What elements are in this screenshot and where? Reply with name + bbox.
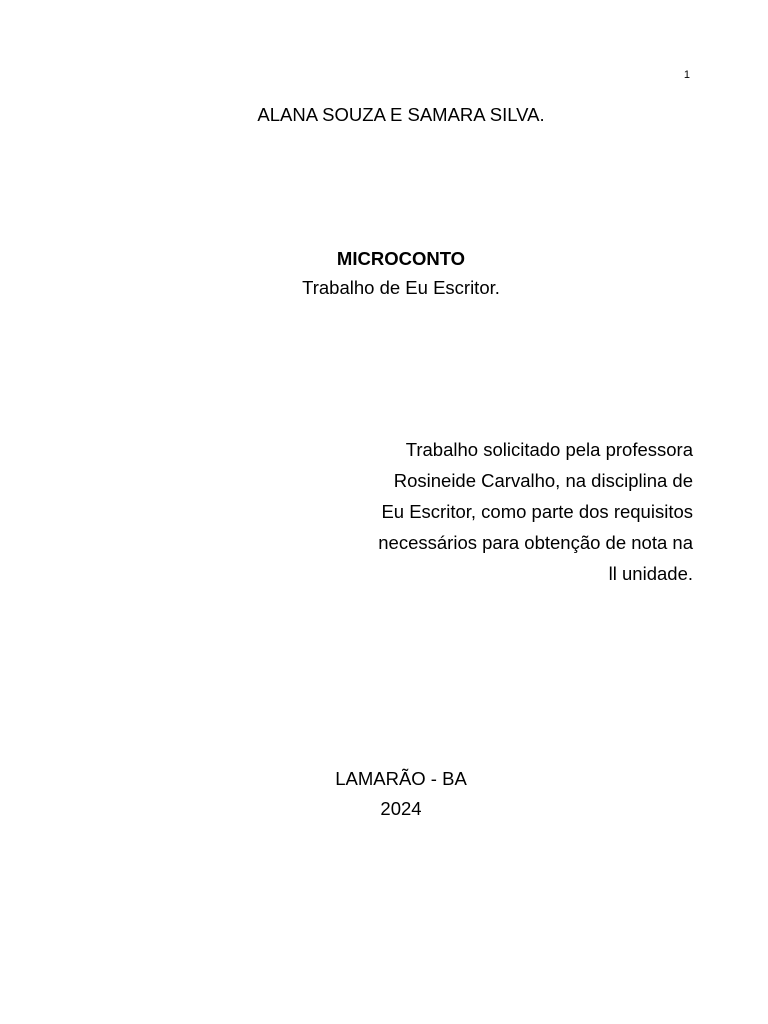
purpose-line: necessários para obtenção de nota na [378,532,693,553]
authors: ALANA SOUZA E SAMARA SILVA. [257,104,545,125]
purpose-line: Eu Escritor, como parte dos requisitos [381,501,693,522]
purpose-statement [335,434,693,589]
year: 2024 [380,798,422,819]
footer-block [0,764,768,824]
location: LAMARÃO - BA [335,768,467,789]
purpose-line: ll unidade. [608,563,693,584]
document-title: MICROCONTO [336,248,466,269]
document-subtitle: Trabalho de Eu Escritor. [302,277,500,298]
purpose-line: Rosineide Carvalho, na disciplina de [393,470,693,491]
title-block [0,244,768,302]
page-number: 1 [683,69,690,81]
purpose-line: Trabalho solicitado pela professora [405,439,693,460]
